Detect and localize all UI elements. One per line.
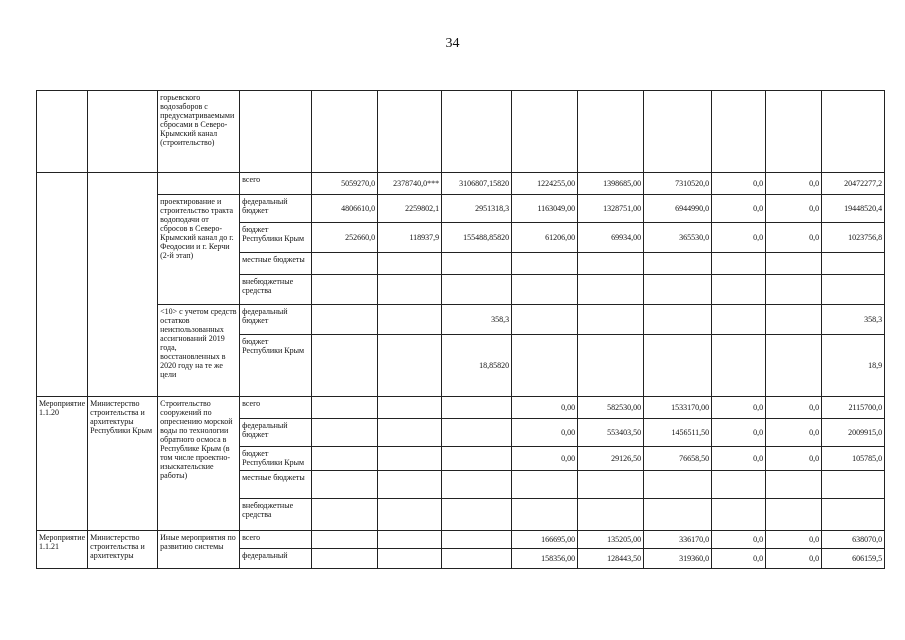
value-cell: 118937,9 [378,223,442,253]
value-cell [378,253,442,275]
table-row [37,531,885,549]
value-cell: 0,0 [712,397,766,419]
value-cell: 158356,00 [512,549,578,569]
value-cell [378,419,442,447]
value-cell: 0,00 [512,419,578,447]
value-cell [378,549,442,569]
value-cell: 61206,00 [512,223,578,253]
budget-table [36,90,885,569]
value-cell: 166695,00 [512,531,578,549]
empty-cell [822,91,885,173]
value-cell [442,447,512,471]
value-cell: 252660,0 [312,223,378,253]
value-cell [378,397,442,419]
value-cell: 0,0 [712,447,766,471]
value-cell: 0,0 [766,397,822,419]
value-cell [312,471,378,499]
value-cell [766,499,822,531]
value-cell: 7310520,0 [644,173,712,195]
value-cell [578,471,644,499]
value-cell [644,275,712,305]
value-cell: 358,3 [442,305,512,335]
funding-source-cell: федеральный [240,549,312,569]
value-cell: 2378740,0*** [378,173,442,195]
value-cell [578,335,644,397]
funding-source-cell: бюджет Республики Крым [240,335,312,397]
value-cell [442,471,512,499]
value-cell [766,335,822,397]
value-cell [442,397,512,419]
funding-source-cell: местные бюджеты [240,471,312,499]
funding-source-cell: федеральный бюджет [240,419,312,447]
value-cell [312,419,378,447]
value-cell: 1456511,50 [644,419,712,447]
value-cell [442,419,512,447]
funding-source-cell: местные бюджеты [240,253,312,275]
value-cell [312,305,378,335]
value-cell: 0,00 [512,447,578,471]
value-cell [442,275,512,305]
value-cell [312,499,378,531]
value-cell: 336170,0 [644,531,712,549]
description-cell: проектирование и строительство тракта водоподачи от сбросов в Северо-Крымский канал до г. Феодосии и г. Керчи (2-й этап) [158,195,240,305]
value-cell: 1533170,00 [644,397,712,419]
funding-source-cell: внебюджетные средства [240,275,312,305]
value-cell: 128443,50 [578,549,644,569]
empty-cell [578,91,644,173]
measure-cell: Мероприятие 1.1.21 [37,531,88,569]
funding-source-cell: всего [240,173,312,195]
value-cell: 365530,0 [644,223,712,253]
value-cell [766,471,822,499]
measure-cell [37,91,88,173]
value-cell: 1328751,00 [578,195,644,223]
value-cell: 358,3 [822,305,885,335]
measure-cell: Мероприятие 1.1.20 [37,397,88,531]
value-cell [378,531,442,549]
value-cell [378,447,442,471]
value-cell: 3106807,15820 [442,173,512,195]
value-cell [312,253,378,275]
value-cell [822,275,885,305]
value-cell [312,335,378,397]
value-cell: 0,00 [512,397,578,419]
value-cell: 0,0 [712,195,766,223]
value-cell [512,305,578,335]
value-cell [712,275,766,305]
description-cell: Строительство сооружений по опреснению морской воды по технологии обратного осмоса в Республике Крым (в том числе проектно-изыскательские работы) [158,397,240,531]
value-cell: 606159,5 [822,549,885,569]
value-cell [712,471,766,499]
value-cell: 0,0 [712,173,766,195]
value-cell: 20472277,2 [822,173,885,195]
empty-cell [442,91,512,173]
value-cell: 69934,00 [578,223,644,253]
value-cell: 76658,50 [644,447,712,471]
value-cell: 0,0 [766,419,822,447]
value-cell: 0,0 [712,531,766,549]
value-cell [442,549,512,569]
value-cell [312,531,378,549]
value-cell [312,397,378,419]
value-cell [712,253,766,275]
value-cell [512,275,578,305]
value-cell: 4806610,0 [312,195,378,223]
value-cell [312,275,378,305]
value-cell [378,335,442,397]
description-cell: Иные мероприятия по развитию системы [158,531,240,569]
page-number: 34 [445,36,460,51]
value-cell [712,335,766,397]
funding-source-cell: бюджет Республики Крым [240,223,312,253]
value-cell: 0,0 [766,531,822,549]
value-cell [378,275,442,305]
value-cell: 0,0 [766,173,822,195]
value-cell: 29126,50 [578,447,644,471]
empty-cell [158,173,240,195]
value-cell [644,471,712,499]
value-cell: 155488,85820 [442,223,512,253]
value-cell [512,253,578,275]
funding-source-cell: всего [240,397,312,419]
value-cell [712,305,766,335]
value-cell: 638070,0 [822,531,885,549]
value-cell: 1023756,8 [822,223,885,253]
value-cell [766,305,822,335]
empty-cell [766,91,822,173]
value-cell: 1224255,00 [512,173,578,195]
value-cell: 1398685,00 [578,173,644,195]
value-cell [578,253,644,275]
table-row [37,195,885,223]
value-cell [578,305,644,335]
value-cell: 0,0 [766,549,822,569]
value-cell [442,253,512,275]
value-cell [644,499,712,531]
value-cell [644,305,712,335]
value-cell: 6944990,0 [644,195,712,223]
value-cell [378,471,442,499]
value-cell: 2009915,0 [822,419,885,447]
value-cell [512,471,578,499]
value-cell: 105785,0 [822,447,885,471]
funding-source-cell: федеральный бюджет [240,195,312,223]
executor-cell [88,173,158,397]
value-cell [512,335,578,397]
value-cell [766,275,822,305]
value-cell: 0,0 [712,549,766,569]
value-cell [766,253,822,275]
funding-source-cell: федеральный бюджет [240,305,312,335]
executor-cell: Министерство строительства и архитектуры Республики Крым [88,397,158,531]
description-cell: горьевского водозаборов с предусматриваемыми сбросами в Северо-Крымский канал (строительство) [158,91,240,173]
value-cell [442,499,512,531]
table-row [37,173,885,195]
value-cell: 18,9 [822,335,885,397]
value-cell: 2951318,3 [442,195,512,223]
executor-cell [88,91,158,173]
value-cell [512,499,578,531]
value-cell [378,305,442,335]
empty-cell [312,91,378,173]
table-row [37,91,885,173]
empty-cell [512,91,578,173]
value-cell: 0,0 [766,223,822,253]
value-cell [312,447,378,471]
empty-cell [712,91,766,173]
value-cell: 0,0 [766,195,822,223]
value-cell: 135205,00 [578,531,644,549]
value-cell: 1163049,00 [512,195,578,223]
empty-cell [378,91,442,173]
value-cell: 5059270,0 [312,173,378,195]
value-cell [378,499,442,531]
value-cell: 2259802,1 [378,195,442,223]
value-cell: 0,0 [766,447,822,471]
executor-cell: Министерство строительства и архитектуры [88,531,158,569]
empty-cell [240,91,312,173]
value-cell: 319360,0 [644,549,712,569]
value-cell [822,471,885,499]
value-cell [644,253,712,275]
value-cell: 0,0 [712,223,766,253]
value-cell: 19448520,4 [822,195,885,223]
value-cell [644,335,712,397]
value-cell: 0,0 [712,419,766,447]
value-cell [312,549,378,569]
empty-cell [644,91,712,173]
value-cell [822,499,885,531]
measure-cell [37,173,88,397]
value-cell [822,253,885,275]
funding-source-cell: бюджет Республики Крым [240,447,312,471]
value-cell: 2115700,0 [822,397,885,419]
value-cell [712,499,766,531]
funding-source-cell: всего [240,531,312,549]
value-cell: 582530,00 [578,397,644,419]
funding-source-cell: внебюджетные средства [240,499,312,531]
value-cell [442,531,512,549]
description-cell: <10> с учетом средств остатков неиспользованных ассигнований 2019 года, восстановленных в 2020 году на те же цели [158,305,240,397]
table-row [37,305,885,335]
value-cell [578,275,644,305]
value-cell: 18,85820 [442,335,512,397]
table-row [37,397,885,419]
value-cell: 553403,50 [578,419,644,447]
value-cell [578,499,644,531]
